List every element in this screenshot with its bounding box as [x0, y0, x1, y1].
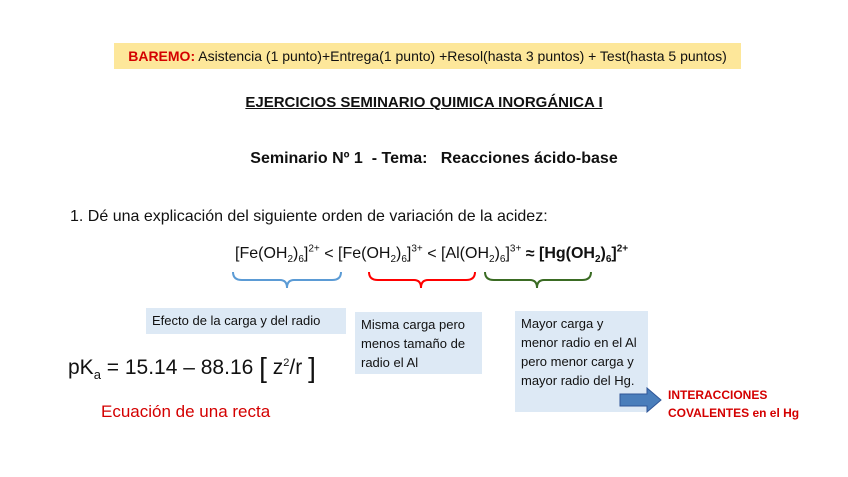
species-al3: $[Al(OH_2)_6]^{3+}$ — [441, 244, 522, 266]
page-title: EJERCICIOS SEMINARIO QUIMICA INORGÁNICA I — [245, 94, 603, 111]
operator-approx: ≈ — [521, 245, 539, 263]
baremo-label: BAREMO: — [128, 48, 196, 64]
species-fe3: $[Fe(OH_2)_6]^{3+}$ — [338, 244, 423, 266]
seminar-heading — [0, 150, 848, 168]
seminar-number: Seminario Nº 1 — [250, 150, 363, 167]
note-box-misma-carga: Misma carga pero menos tamaño de radio el Al — [355, 312, 482, 374]
arrow-right-icon — [619, 387, 663, 413]
baremo-banner — [114, 43, 741, 69]
brace-red — [366, 270, 481, 296]
brace-blue — [230, 270, 345, 296]
interacciones-line2: COVALENTES en el Hg — [668, 406, 800, 420]
brace-green — [482, 270, 597, 296]
ecuacion-recta-label: Ecuación de una recta — [101, 402, 271, 421]
pka-equation: $pK_a = 15.14 - 88.16$ [ $z^2/r$ ] — [68, 352, 316, 383]
note-box-carga-radio: Efecto de la carga y del radio — [146, 308, 346, 334]
seminar-topic: - Tema: Reacciones ácido-base — [362, 150, 618, 167]
species-fe2: $[Fe(OH_2)_6]^{2+}$ — [235, 244, 320, 266]
operator-lt-1: < — [319, 245, 338, 263]
interacciones-label — [668, 386, 799, 422]
operator-lt-2: < — [422, 245, 441, 263]
question-text: 1. Dé una explicación del siguiente orden de variación de la acidez: — [70, 208, 548, 225]
interacciones-line1: INTERACCIONES — [668, 388, 768, 402]
note-box-mayor-carga: Mayor carga y menor radio en el Al pero menor carga y mayor radio del Hg. — [515, 311, 648, 412]
acidity-formula — [235, 244, 628, 266]
species-hg2: $[Hg(OH_2)_6]^{2+}$ — [538, 244, 629, 266]
baremo-text: Asistencia (1 punto)+Entrega(1 punto) +Resol(hasta 3 puntos) + Test(hasta 5 puntos) — [195, 48, 727, 64]
